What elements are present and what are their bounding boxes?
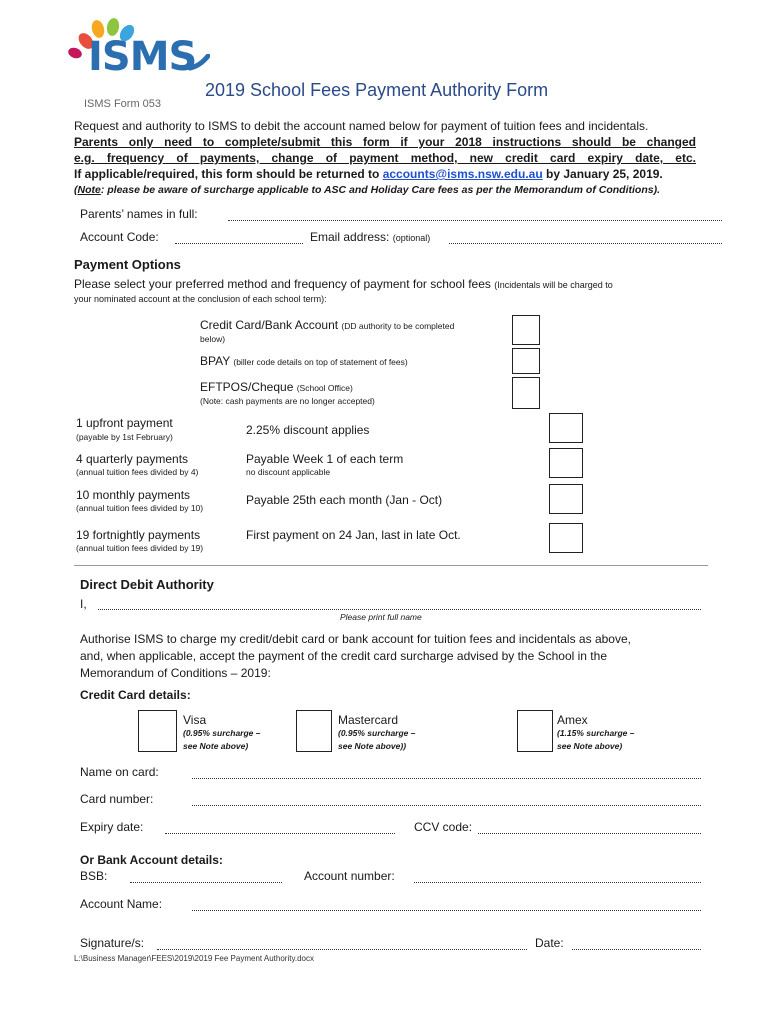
parents-names-input[interactable] [228,220,722,221]
payment-instruction-text: Please select your preferred method and frequency of payment for school fees [74,277,491,291]
accounts-email-link[interactable]: accounts@isms.nsw.edu.au [382,167,543,181]
bank-details-heading: Or Bank Account details: [80,853,223,867]
freq-upfront-sub: (payable by 1st February) [76,432,173,442]
freq-monthly-label: 10 monthly payments [76,488,191,502]
freq-quarterly-sub: (annual tuition fees divided by 4) [76,467,199,477]
mastercard-note-1: (0.95% surcharge – [338,728,416,738]
freq-upfront-label: 1 upfront payment [76,416,173,430]
mastercard-checkbox[interactable] [296,710,332,752]
bsb-label: BSB: [80,869,108,883]
parents-names-label: Parents’ names in full: [80,207,198,221]
payment-options-heading: Payment Options [74,257,181,272]
method-bpay [200,354,408,368]
isms-logo [70,18,220,80]
freq-upfront-checkbox[interactable] [549,413,583,443]
name-on-card-input[interactable] [192,778,701,779]
amex-note-2: see Note above) [557,741,623,751]
method-bpay-note: (biller code details on top of statement of fees) [233,357,408,367]
account-code-label: Account Code: [80,230,159,244]
freq-fortnightly-sub: (annual tuition fees divided by 19) [76,543,204,553]
method-eftpos-note: (School Office) [296,383,353,393]
account-name-input[interactable] [192,910,701,911]
intro-line-3: e.g. frequency of payments, change of payment method, new credit card expiry date, etc. [74,151,696,165]
note-label: Note [77,184,101,196]
payment-instruction [74,277,613,291]
logo-petal-magenta [67,46,84,60]
note-text: : please be aware of surcharge applicable to ASC and Holiday Care fees as per the Memorandum of Conditions). [100,184,660,196]
expiry-date-label: Expiry date: [80,820,144,834]
credit-card-heading: Credit Card details: [80,688,191,702]
intro-line-1: Request and authority to ISMS to debit the account named below for payment of tuition fees and incidentals. [74,119,649,133]
signature-input[interactable] [157,949,527,950]
ccv-code-input[interactable] [478,833,701,834]
freq-upfront-desc: 2.25% discount applies [246,423,370,437]
page-title: 2019 School Fees Payment Authority Form [205,80,549,100]
card-number-input[interactable] [192,805,701,806]
account-number-input[interactable] [414,882,701,883]
date-label: Date: [535,936,564,950]
date-input[interactable] [572,949,701,950]
mastercard-note-2: see Note above)) [338,741,407,751]
authorise-line-3: Memorandum of Conditions – 2019: [80,666,271,680]
method-bpay-label: BPAY [200,354,231,368]
freq-monthly-desc: Payable 25th each month (Jan - Oct) [246,493,443,507]
logo-text: ISMS [88,34,197,80]
freq-monthly-checkbox[interactable] [549,484,583,514]
signature-label: Signature/s: [80,936,145,950]
authorise-line-2: and, when applicable, accept the payment of the credit card surcharge advised by the School in the [80,649,607,663]
print-name-hint: Please print full name [340,612,422,622]
email-optional: (optional) [392,233,431,243]
amex-note-1: (1.15% surcharge – [557,728,635,738]
method-eftpos-checkbox[interactable] [512,377,540,409]
payment-instruction-note: (Incidentals will be charged to [494,280,613,290]
freq-quarterly-desc: Payable Week 1 of each term [246,452,404,466]
intro-line-2: Parents only need to complete/submit this form if your 2018 instructions should be changed [74,135,696,149]
freq-quarterly-label: 4 quarterly payments [76,452,189,466]
authorise-line-1: Authorise ISMS to charge my credit/debit card or bank account for tuition fees and incidentals as above, [80,632,631,646]
freq-monthly-sub: (annual tuition fees divided by 10) [76,503,204,513]
logo-swoosh [188,54,210,72]
method-credit-card-checkbox[interactable] [512,315,540,345]
ccv-code-label: CCV code: [414,820,473,834]
i-label: I, [80,597,87,611]
name-on-card-label: Name on card: [80,765,159,779]
method-eftpos-note-2: (Note: cash payments are no longer accepted) [200,396,375,406]
intro-line-4 [74,166,696,182]
visa-note-2: see Note above) [183,741,249,751]
email-label [310,230,430,244]
method-credit-card-note-2: below) [200,334,226,344]
account-name-label: Account Name: [80,897,163,911]
form-number: ISMS Form 053 [84,98,162,110]
intro-line-4-prefix: If applicable/required, this form should be returned to [74,167,383,181]
freq-quarterly-desc-sub: no discount applicable [246,467,331,477]
method-bpay-checkbox[interactable] [512,348,540,374]
freq-quarterly-checkbox[interactable] [549,448,583,478]
mastercard-label: Mastercard [338,713,399,727]
intro-note: (Note: please be aware of surcharge applicable to ASC and Holiday Care fees as per the Memorandum of Conditions). [74,184,660,196]
method-credit-card-note: (DD authority to be completed [341,321,455,331]
method-eftpos [200,380,353,394]
visa-note-1: (0.95% surcharge – [183,728,261,738]
account-number-label: Account number: [304,869,395,883]
file-path-footer: L:\Business Manager\FEES\2019\2019 Fee Payment Authority.docx [74,954,314,963]
method-eftpos-label: EFTPOS/Cheque [200,380,294,394]
visa-label: Visa [183,713,207,727]
direct-debit-heading: Direct Debit Authority [80,577,214,592]
email-label-text: Email address: [310,230,390,244]
section-divider [74,565,708,566]
expiry-date-input[interactable] [165,833,395,834]
account-code-input[interactable] [175,243,303,244]
intro-line-4-suffix: by January 25, 2019. [542,167,663,181]
method-credit-card-label: Credit Card/Bank Account [200,318,339,332]
visa-checkbox[interactable] [138,710,177,752]
amex-label: Amex [557,713,588,727]
freq-fortnightly-label: 19 fortnightly payments [76,528,201,542]
card-number-label: Card number: [80,792,154,806]
freq-fortnightly-desc: First payment on 24 Jan, last in late Oct. [246,528,461,542]
method-credit-card [200,318,454,332]
bsb-input[interactable] [130,882,282,883]
payment-instruction-note-2: your nominated account at the conclusion of each school term): [74,294,327,304]
freq-fortnightly-checkbox[interactable] [549,523,583,553]
full-name-input[interactable] [98,609,701,610]
email-input[interactable] [449,243,722,244]
amex-checkbox[interactable] [517,710,553,752]
